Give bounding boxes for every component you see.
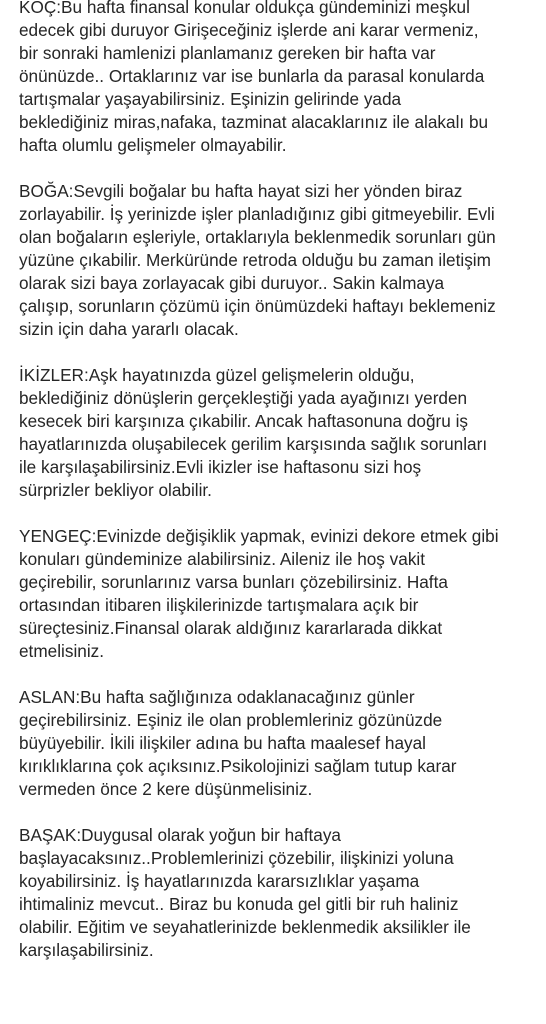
- text-line: hayatlarınızda oluşabilecek gerilim karşısında sağlık sorunları: [19, 434, 488, 454]
- text-line: olabilir. Eğitim ve seyahatlerinizde beklenmedik aksilikler ile: [19, 917, 471, 937]
- text-line: koyabilirsiniz. İş hayatlarınızda kararsızlıklar yaşama: [19, 871, 420, 891]
- paragraph-koc: [19, 0, 539, 157]
- text-line: zorlayabilir. İş yerinizde işler planladığınız gibi gitmeyebilir. Evli: [19, 204, 495, 224]
- paragraph-aslan: [19, 686, 539, 801]
- text-line: edecek gibi duruyor Girişeceğiniz işlerde ani karar vermeniz,: [19, 20, 479, 40]
- text-line: çalışıp, sorunların çözümü için önümüzdeki haftayı beklemeniz: [19, 296, 496, 316]
- paragraph-boga: [19, 180, 539, 341]
- text-line: BAŞAK:Duygusal olarak yoğun bir haftaya: [19, 825, 341, 845]
- text-line: kırıklıklarına çok açıksınız.Psikolojinizi sağlam tutup karar: [19, 756, 457, 776]
- text-line: geçirebilirsiniz. Eşiniz ile olan problemleriniz gözünüzde: [19, 710, 443, 730]
- text-line: süreçtesiniz.Finansal olarak aldığınız kararlarada dikkat: [19, 618, 443, 638]
- text-line: BOĞA:Sevgili boğalar bu hafta hayat sizi her yönden biraz: [19, 181, 463, 201]
- text-line: başlayacaksınız..Problemlerinizi çözebilir, ilişkinizi yoluna: [19, 848, 454, 868]
- text-line: ihtimaliniz mevcut.. Biraz bu konuda gel gitli bir ruh haliniz: [19, 894, 459, 914]
- text-line: olan boğaların eşleriyle, ortaklarıyla beklenmedik sorunları gün: [19, 227, 496, 247]
- text-line: vermeden önce 2 kere düşünmelisiniz.: [19, 779, 313, 799]
- text-line: sizin için daha yararlı olacak.: [19, 319, 239, 339]
- text-line: karşılaşabilirsiniz.: [19, 940, 154, 960]
- text-line: KOÇ:Bu hafta finansal konular oldukça gündeminizi meşkul: [19, 0, 470, 17]
- text-line: kesecek biri karşınıza çıkabilir. Ancak haftasonuna doğru iş: [19, 411, 469, 431]
- text-line: etmelisiniz.: [19, 641, 105, 661]
- text-line: ortasından itibaren ilişkilerinizde tartışmalara açık bir: [19, 595, 419, 615]
- text-line: olarak sizi baya zorlayacak gibi duruyor.. Sakin kalmaya: [19, 273, 445, 293]
- text-line: büyüyebilir. İkili ilişkiler adına bu hafta maalesef hayal: [19, 733, 426, 753]
- text-line: İKİZLER:Aşk hayatınızda güzel gelişmelerin olduğu,: [19, 365, 415, 385]
- text-line: bir sonraki hamlenizi planlamanız gereken bir hafta var: [19, 43, 436, 63]
- text-line: ile karşılaşabilirsiniz.Evli ikizler ise haftasonu sizi hoş: [19, 457, 422, 477]
- text-line: hafta olumlu gelişmeler olmayabilir.: [19, 135, 287, 155]
- paragraph-basak: [19, 824, 539, 962]
- text-line: beklediğiniz dönüşlerin gerçekleştiği yada ayağınızı yerden: [19, 388, 468, 408]
- text-line: beklediğiniz miras,nafaka, tazminat alacaklarınız ile alakalı bu: [19, 112, 489, 132]
- horoscope-article: [19, 0, 539, 1024]
- text-line: önünüzde.. Ortaklarınız var ise bunlarla da parasal konularda: [19, 66, 485, 86]
- text-line: tartışmalar yaşayabilirsiniz. Eşinizin gelirinde yada: [19, 89, 402, 109]
- text-line: ASLAN:Bu hafta sağlığınıza odaklanacağınız günler: [19, 687, 415, 707]
- text-line: yüzüne çıkabilir. Merküründe retroda olduğu bu zaman iletişim: [19, 250, 491, 270]
- text-line: YENGEÇ:Evinizde değişiklik yapmak, evinizi dekore etmek gibi: [19, 526, 499, 546]
- text-line: geçirebilir, sorunlarınız varsa bunları çözebilirsiniz. Hafta: [19, 572, 448, 592]
- text-line: konuları gündeminize alabilirsiniz. Aileniz ile hoş vakit: [19, 549, 426, 569]
- text-line: sürprizler bekliyor olabilir.: [19, 480, 212, 500]
- paragraph-yengec: [19, 525, 539, 663]
- paragraph-ikizler: [19, 364, 539, 502]
